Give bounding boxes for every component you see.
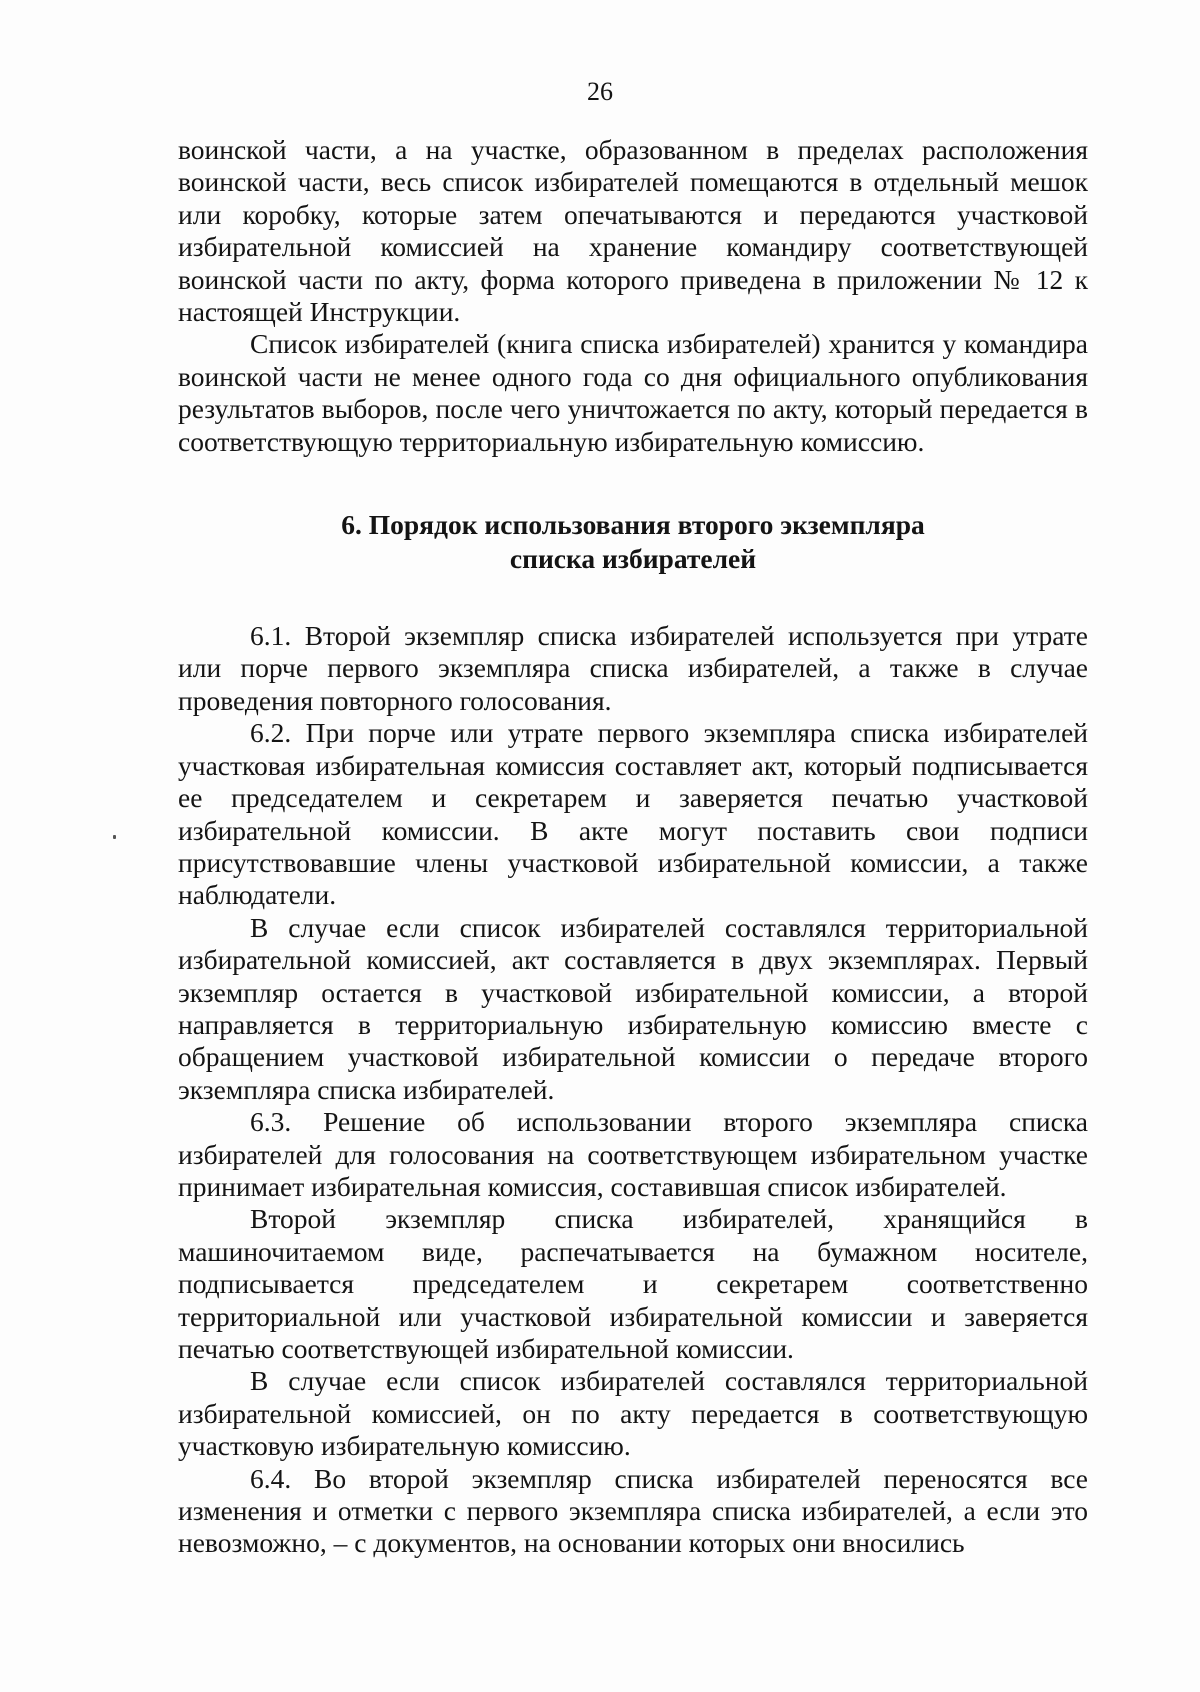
paragraph-6-2: 6.2. При порче или утрате первого экземпляра списка избирателей участковая избирательная комиссия составляет акт, который подписывается ее председателем и секретарем и заверяется печатью участковой избирательной комиссии. В акте могут поставить свои подписи присутствовавшие члены участковой избирательной комиссии, а также наблюдатели. [178, 717, 1088, 911]
paragraph-6-3-second-copy: Второй экземпляр списка избирателей, хранящийся в машиночитаемом виде, распечатывается на бумажном носителе, подписывается председателем и секретарем соответственно территориальной или участковой избирательной комиссии и заверяется печатью соответствующей избирательной комиссии. [178, 1203, 1088, 1364]
paragraph-6-3: 6.3. Решение об использовании второго экземпляра списка избирателей для голосования на соответствующем избирательном участке принимает избирательная комиссия, составившая список избирателей. [178, 1106, 1088, 1202]
section-heading [178, 508, 1088, 576]
paragraph-6-2-territorial: В случае если список избирателей составлялся территориальной избирательной комиссией, акт составляется в двух экземплярах. Первый экземпляр остается в участковой избирательной комиссии, а второй направляется в территориальную избирательную комиссию вместе с обращением участковой избирательной комиссии о передаче второго экземпляра списка избирателей. [178, 911, 1088, 1105]
paragraph-continuation: воинской части, а на участке, образованном в пределах расположения воинской части, весь список избирателей помещаются в отдельный мешок или коробку, которые затем опечатываются и передаются участковой избирательной комиссией на хранение командиру соответствующей воинской части по акту, форма которого приведена в приложении № 12 к настоящей Инструкции. [178, 134, 1088, 328]
paragraph-6-4: 6.4. Во второй экземпляр списка избирателей переносятся все изменения и отметки с первого экземпляра списка избирателей, а если это невозможно, – с документов, на основании которых они вносились [178, 1462, 1088, 1559]
scan-speck [113, 835, 116, 839]
page-number: 26 [587, 77, 613, 106]
paragraph-6-3-territorial: В случае если список избирателей составлялся территориальной избирательной комиссией, он по акту передается в соответствующую участковую избирательную комиссию. [178, 1365, 1088, 1462]
paragraph-6-1: 6.1. Второй экземпляр списка избирателей используется при утрате или порче первого экземпляра списка избирателей, а также в случае проведения повторного голосования. [178, 620, 1088, 716]
section-heading-line-1: 6. Порядок использования второго экземпляра [341, 509, 925, 541]
document-body [178, 134, 1088, 1560]
paragraph-list-storage: Список избирателей (книга списка избирателей) хранится у командира воинской части не менее одного года со дня официального опубликования результатов выборов, после чего уничтожается по акту, который передается в соответствующую территориальную избирательную комиссию. [178, 328, 1088, 457]
section-heading-line-2: списка избирателей [509, 543, 757, 575]
